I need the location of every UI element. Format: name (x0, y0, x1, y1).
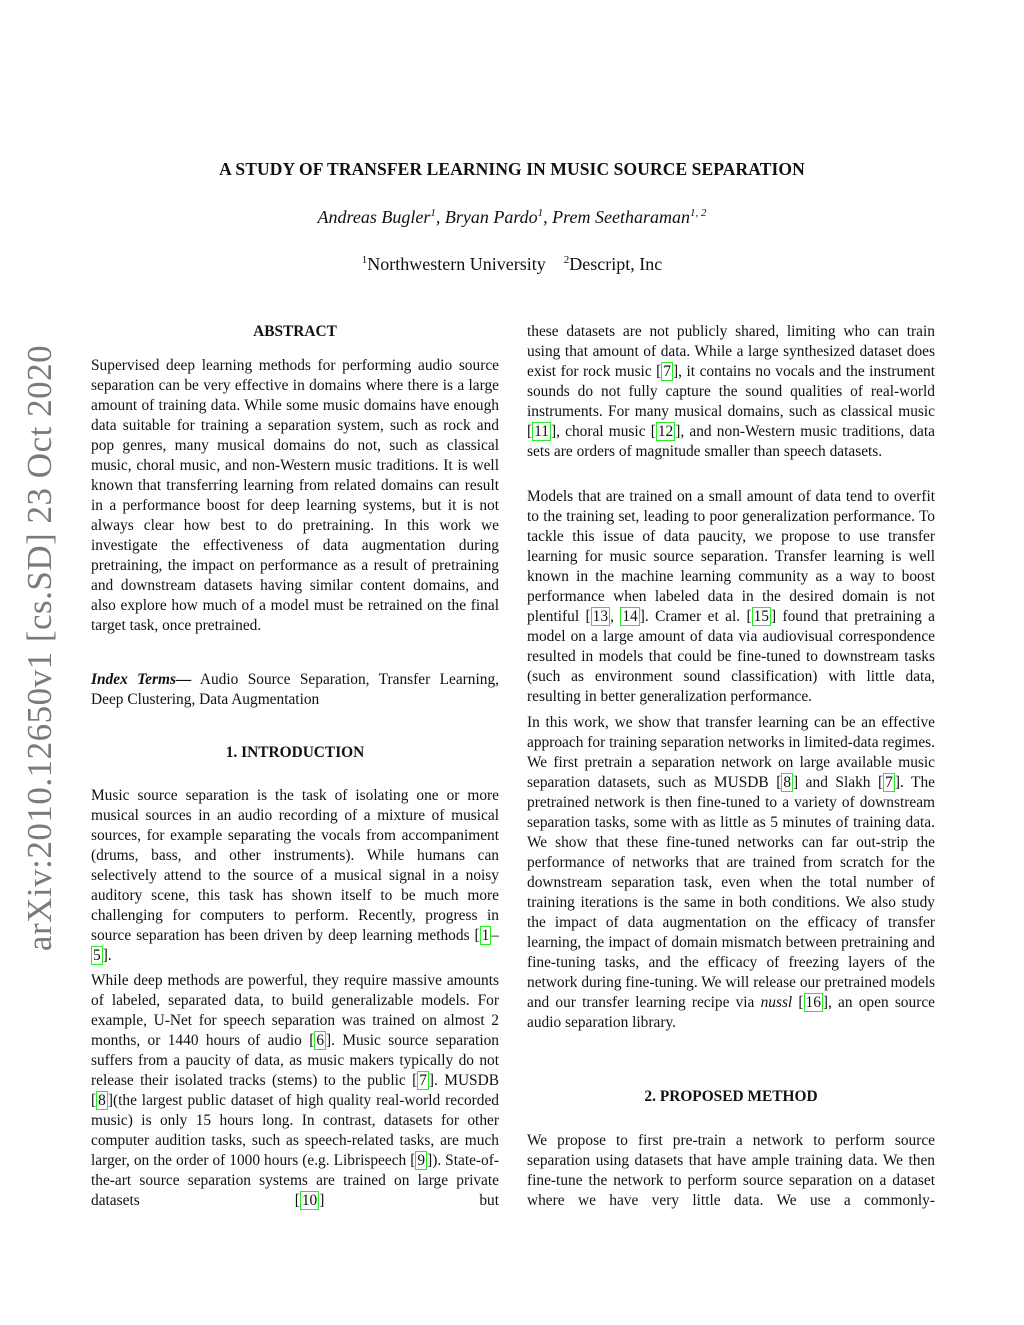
text-run: ]. Music source separation suffers from a paucity of data, as music makers typically do not release their isolated tracks (stems) to the public [ (91, 1032, 499, 1089)
citation-link[interactable]: 15 (753, 608, 769, 625)
citation-link[interactable]: 7 (885, 774, 893, 791)
text-run: ], it contains no vocals and the instrument sounds do not fully capture the sound qualities of real-world instruments. For many musical domains, such as classical music [ (527, 363, 936, 440)
section-heading-proposed-method: 2. PROPOSED METHOD (644, 1088, 818, 1105)
text-run: ]. The pretrained network is then fine-tuned to a variety of downstream separation tasks, some with as little as 5 minutes of training data. We show that these fine-tuned networks can far out-strip the performance of networks that are trained from scratch for the downstream separation task, even when the total number of training iterations is the same in both conditions. We also study the impact of data augmentation on the efficacy of transfer learning, the impact of domain mismatch between pretraining and fine-tuning tasks, and the efficacy of freezing layers of the network during fine-tuning. We will release our pretrained models and our transfer learning recipe via (527, 774, 935, 1011)
affiliation: Northwestern University (367, 254, 546, 274)
affil-mark: 1 (361, 254, 368, 266)
section-heading-introduction: 1. INTRODUCTION (225, 744, 365, 761)
text-run: ](the largest public dataset of high quality real-world recorded music) is only 15 hours long. In contrast, datasets for other computer audition tasks, such as speech-related tasks, are much larger, on the order of 1000 hours (e.g. Librispeech [ (91, 1092, 499, 1169)
text-run: ]. MUSDB [ (91, 1072, 499, 1109)
author: Andreas Bugler (317, 207, 431, 227)
paragraph (91, 971, 499, 1211)
text-run: [ (792, 994, 804, 1011)
citation-link[interactable]: 7 (663, 363, 672, 380)
text-run: – (491, 927, 499, 944)
author-affil-mark: 1, 2 (689, 207, 707, 219)
abstract-text (91, 356, 499, 636)
index-terms-text: Audio Source Separation, Transfer Learning, Deep Clustering, Data Augmentation (91, 671, 500, 708)
abstract-heading: ABSTRACT (253, 323, 337, 340)
affil-mark: 2 (563, 254, 570, 266)
text-run: these datasets are not publicly shared, limiting who can train using that amount of data. While a large synthesized dataset does exist for rock music [ (527, 323, 935, 380)
paragraph (527, 713, 935, 1033)
text-run: ], an open source audio separation library. (527, 994, 935, 1031)
paragraph (91, 786, 499, 966)
text-run: ] and Slakh [ (793, 774, 884, 791)
citation-link[interactable]: 7 (419, 1072, 427, 1089)
author: Prem Seetharaman (552, 207, 690, 227)
citation-link[interactable]: 13 (592, 608, 609, 625)
paragraph (527, 1131, 935, 1211)
text-run: ]). State-of-the-art source separation systems are trained on large private datasets [ (91, 1152, 499, 1209)
text-run: ]. (102, 947, 112, 964)
paragraph (527, 322, 935, 462)
text-run: ], choral music [ (550, 423, 656, 440)
citation-link[interactable]: 5 (93, 947, 101, 964)
text-run: ] but (319, 1192, 499, 1209)
text-run: ], and non-Western music traditions, data sets are orders of magnitude smaller than speech datasets. (527, 423, 935, 460)
text-run: We propose to first pre-train a network to perform source separation using datasets that have ample training data. We then fine-tune the network to perform source separation on a dataset where we have very little data. We use a commonly- (527, 1132, 935, 1209)
italic-text: nussl (760, 994, 793, 1011)
citation-link[interactable]: 12 (657, 423, 674, 440)
author-affil-mark: 1 (537, 207, 544, 219)
index-terms (91, 670, 499, 710)
text-run: Models that are trained on a small amount of data tend to overfit to the training set, leading to poor generalization performance. To tackle this issue of data paucity, we propose to use transfer learning for music source separation. Transfer learning is well known in the machine learning community as a way to boost performance when labeled data in the desired domain is not plentiful [ (527, 488, 935, 625)
citation-link[interactable]: 8 (98, 1092, 106, 1109)
citation-link[interactable]: 8 (783, 774, 792, 791)
citation-link[interactable]: 14 (622, 608, 638, 625)
affiliation: Descript, Inc (569, 254, 663, 274)
arxiv-stamp: arXiv:2010.12650v1 [cs.SD] 23 Oct 2020 (20, 344, 59, 952)
citation-link[interactable]: 6 (316, 1032, 325, 1049)
text-run: Supervised deep learning methods for performing audio source separation can be very effective in domains where there is a large amount of training data. While some music domains have enough data suitable for training a separation system, such as rock and pop genres, many musical domains do not, such as classical music, choral music, and non-Western music traditions. It is well known that transferring learning from related domains can result in a performance boost for deep learning systems, but it is not always clear how best to do pretraining. In this work we investigate the effectiveness of data augmentation during pretraining, the impact on performance as a result of pretraining and downstream datasets having similar content domains, and also explore how much of a model must be retrained on the final target task, once pretrained. (91, 357, 499, 634)
citation-link[interactable]: 10 (301, 1192, 318, 1209)
text-run: , (610, 608, 621, 625)
citation-link[interactable]: 16 (805, 994, 821, 1011)
citation-link[interactable]: 9 (417, 1152, 426, 1169)
citation-link[interactable]: 11 (534, 423, 549, 440)
text-run: While deep methods are powerful, they require massive amounts of labeled, separated data, to build generalizable models. For example, U-Net for speech separation was trained on almost 2 months, or 1440 hours of audio [ (91, 972, 499, 1049)
affiliations (0, 254, 1024, 275)
authors: Andreas Bugler$^1$, Bryan Pardo$^1$, Prem Seetharaman$^{1, 2}$ (317, 207, 707, 227)
citation-link[interactable]: 1 (481, 927, 490, 944)
index-terms-label: Index Terms— (91, 671, 192, 688)
text-run: In this work, we show that transfer learning can be an effective approach for training separation networks in limited-data regimes. We first pretrain a separation network on large available music separation datasets, such as MUSDB [ (527, 714, 935, 791)
text-run: Music source separation is the task of isolating one or more musical sources in an audio recording of a mixture of musical sources, for example separating the vocals from accompaniment (drums, bass, and other instruments). While humans can selectively attend to the source of a musical signal in a noisy auditory scene, this task has shown itself to be much more challenging for computers to perform. Recently, progress in source separation has been driven by deep learning methods [ (91, 787, 499, 944)
author-affil-mark: 1 (430, 207, 436, 219)
paper-title: A STUDY OF TRANSFER LEARNING IN MUSIC SOURCE SEPARATION (219, 159, 805, 179)
text-run: ] found that pretraining a model on a large amount of data via audiovisual correspondence resulted in models that could be fine-tuned to downstream tasks (such as environment sound classification) with little data, resulting in better generalization performance. (527, 608, 935, 705)
paragraph (527, 487, 935, 707)
text-run: ]. Cramer et al. [ (639, 608, 752, 625)
author: Bryan Pardo (444, 207, 538, 227)
